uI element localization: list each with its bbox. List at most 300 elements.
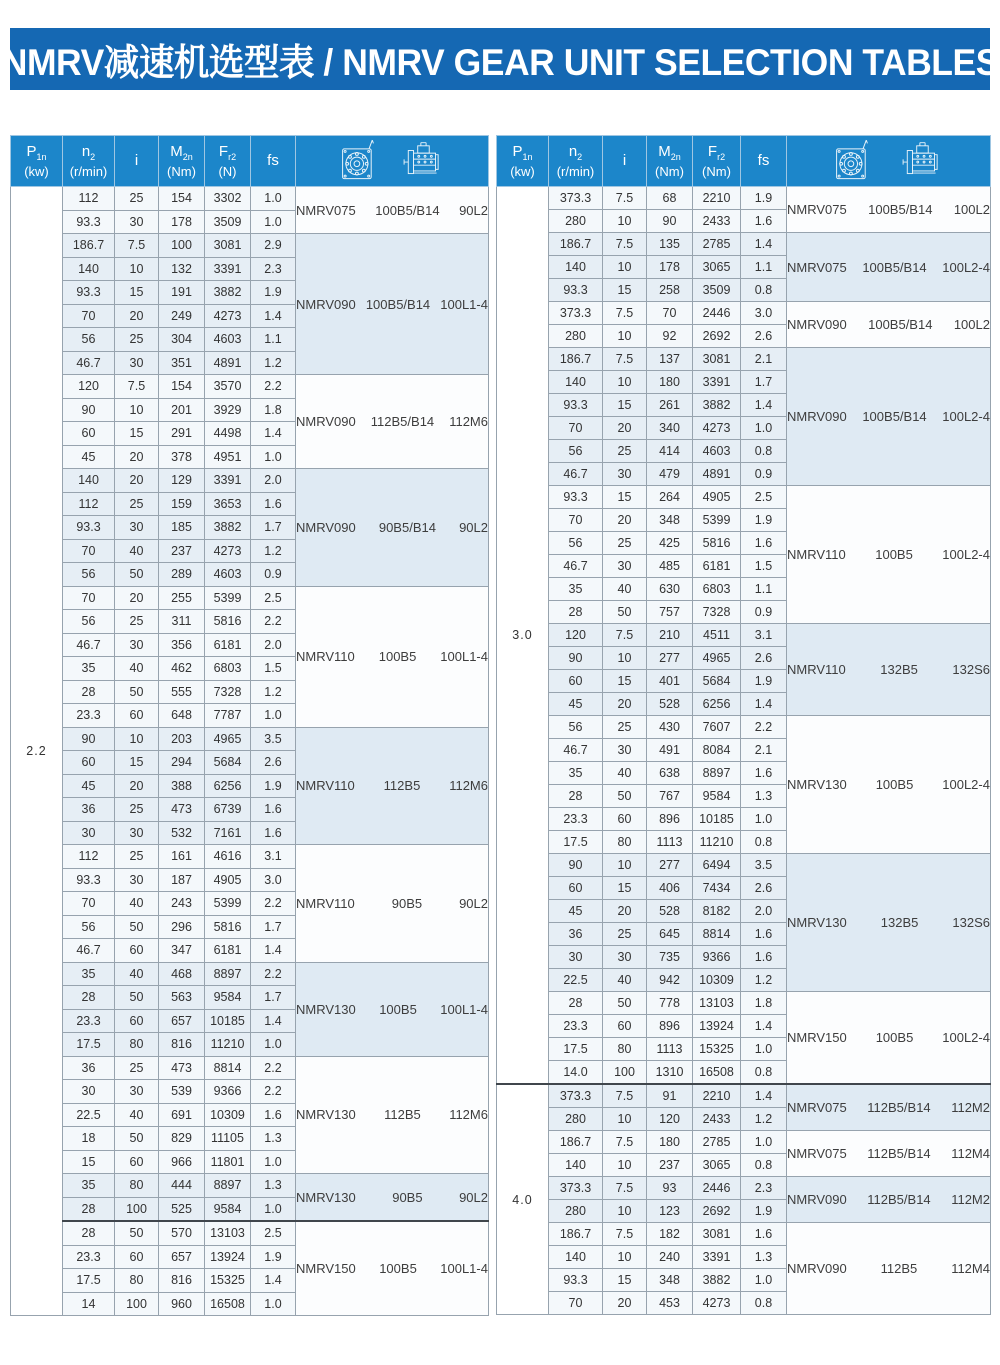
model-part: 112M4 bbox=[951, 1261, 990, 1276]
cell-fs: 1.0 bbox=[741, 1038, 787, 1061]
model-part: 100L1-4 bbox=[440, 1001, 488, 1017]
cell-fs: 2.2 bbox=[741, 716, 787, 739]
table-row bbox=[497, 716, 991, 739]
cell-m2n: 291 bbox=[159, 422, 205, 446]
cell-i: 50 bbox=[115, 915, 159, 939]
cell-n2: 280 bbox=[549, 210, 603, 233]
table-row bbox=[497, 854, 991, 877]
cell-fs: 0.8 bbox=[741, 1154, 787, 1177]
cell-i: 80 bbox=[115, 1033, 159, 1057]
cell-fs: 1.4 bbox=[251, 1009, 296, 1033]
cell-fr2: 6256 bbox=[693, 693, 741, 716]
cell-m2n: 829 bbox=[159, 1127, 205, 1151]
table-row bbox=[497, 486, 991, 509]
cell-fr2: 4891 bbox=[205, 351, 251, 375]
cell-n2: 23.3 bbox=[63, 1009, 115, 1033]
col-header-fs: fs bbox=[251, 136, 296, 187]
cell-n2: 28 bbox=[549, 992, 603, 1015]
cell-m2n: 816 bbox=[159, 1269, 205, 1293]
cell-fs: 1.9 bbox=[741, 509, 787, 532]
cell-m2n: 479 bbox=[647, 463, 693, 486]
cell-i: 7.5 bbox=[603, 348, 647, 371]
cell-fs: 1.4 bbox=[251, 939, 296, 963]
cell-n2: 70 bbox=[63, 304, 115, 328]
cell-fr2: 6256 bbox=[205, 774, 251, 798]
cell-fr2: 7328 bbox=[205, 680, 251, 704]
cell-model bbox=[296, 845, 489, 963]
model-part: NMRV110 bbox=[296, 895, 355, 911]
cell-model bbox=[787, 302, 991, 348]
cell-i: 50 bbox=[115, 563, 159, 587]
cell-fr2: 4905 bbox=[205, 868, 251, 892]
cell-i: 30 bbox=[115, 516, 159, 540]
gearbox-icon bbox=[832, 139, 872, 183]
cell-model bbox=[296, 1174, 489, 1222]
cell-n2: 140 bbox=[549, 256, 603, 279]
cell-model bbox=[787, 187, 991, 233]
cell-i: 20 bbox=[603, 509, 647, 532]
cell-i: 7.5 bbox=[603, 302, 647, 325]
cell-m2n: 648 bbox=[159, 704, 205, 728]
cell-m2n: 255 bbox=[159, 586, 205, 610]
cell-n2: 14 bbox=[63, 1292, 115, 1316]
cell-n2: 46.7 bbox=[63, 633, 115, 657]
model-part: 112M2 bbox=[951, 1192, 990, 1207]
cell-i: 50 bbox=[603, 992, 647, 1015]
cell-n2: 23.3 bbox=[63, 1245, 115, 1269]
cell-n2: 112 bbox=[63, 187, 115, 211]
cell-n2: 56 bbox=[549, 716, 603, 739]
cell-n2: 93.3 bbox=[63, 281, 115, 305]
model-part: NMRV090 bbox=[296, 296, 356, 312]
model-part: NMRV110 bbox=[787, 547, 846, 562]
model-part: NMRV075 bbox=[787, 202, 847, 217]
cell-i: 60 bbox=[603, 1015, 647, 1038]
cell-i: 10 bbox=[603, 325, 647, 348]
cell-n2: 30 bbox=[549, 946, 603, 969]
table-row bbox=[11, 727, 489, 751]
cell-m2n: 258 bbox=[647, 279, 693, 302]
cell-fs: 1.0 bbox=[741, 808, 787, 831]
cell-fs: 1.0 bbox=[251, 704, 296, 728]
cell-fr2: 2692 bbox=[693, 1200, 741, 1223]
cell-i: 7.5 bbox=[603, 187, 647, 210]
cell-i: 7.5 bbox=[603, 233, 647, 256]
cell-fs: 1.0 bbox=[251, 1292, 296, 1316]
cell-fs: 1.9 bbox=[741, 187, 787, 210]
cell-fs: 1.4 bbox=[251, 304, 296, 328]
cell-fs: 0.8 bbox=[741, 279, 787, 302]
cell-fs: 1.0 bbox=[741, 417, 787, 440]
model-part: 90B5 bbox=[391, 895, 423, 911]
cell-fs: 2.3 bbox=[741, 1177, 787, 1200]
cell-m2n: 638 bbox=[647, 762, 693, 785]
cell-i: 15 bbox=[115, 422, 159, 446]
model-part: NMRV130 bbox=[787, 915, 847, 930]
cell-n2: 17.5 bbox=[63, 1269, 115, 1293]
cell-n2: 35 bbox=[549, 762, 603, 785]
model-part: 100B5 bbox=[875, 777, 914, 792]
cell-n2: 60 bbox=[63, 422, 115, 446]
cell-fr2: 9366 bbox=[693, 946, 741, 969]
cell-fs: 1.3 bbox=[251, 1174, 296, 1198]
cell-i: 30 bbox=[115, 1080, 159, 1104]
cell-fs: 1.0 bbox=[251, 445, 296, 469]
cell-fr2: 8897 bbox=[205, 962, 251, 986]
model-part: 100B5 bbox=[875, 1030, 914, 1045]
table-row bbox=[11, 1056, 489, 1080]
model-part: 100L2-4 bbox=[942, 777, 990, 792]
table-row bbox=[497, 1177, 991, 1200]
cell-i: 60 bbox=[115, 1150, 159, 1174]
cell-m2n: 132 bbox=[159, 257, 205, 281]
cell-i: 60 bbox=[115, 939, 159, 963]
cell-m2n: 294 bbox=[159, 751, 205, 775]
model-part: 90L2 bbox=[459, 202, 488, 218]
cell-model bbox=[787, 624, 991, 716]
cell-model bbox=[296, 469, 489, 587]
cell-i: 40 bbox=[603, 762, 647, 785]
cell-fr2: 10185 bbox=[205, 1009, 251, 1033]
cell-i: 60 bbox=[115, 1009, 159, 1033]
cell-fs: 2.5 bbox=[251, 1221, 296, 1245]
cell-fs: 3.1 bbox=[251, 845, 296, 869]
cell-n2: 186.7 bbox=[63, 234, 115, 258]
model-part: NMRV090 bbox=[787, 317, 847, 332]
cell-i: 50 bbox=[115, 986, 159, 1010]
cell-model bbox=[787, 992, 991, 1085]
model-part: 100L2-4 bbox=[942, 547, 990, 562]
table-row bbox=[11, 187, 489, 211]
cell-n2: 46.7 bbox=[63, 351, 115, 375]
cell-fr2: 15325 bbox=[205, 1269, 251, 1293]
cell-fr2: 3391 bbox=[205, 257, 251, 281]
table-row bbox=[11, 1174, 489, 1198]
cell-fs: 1.6 bbox=[741, 946, 787, 969]
cell-i: 50 bbox=[115, 1127, 159, 1151]
cell-m2n: 425 bbox=[647, 532, 693, 555]
cell-i: 60 bbox=[603, 808, 647, 831]
model-part: NMRV130 bbox=[296, 1001, 356, 1017]
cell-m2n: 90 bbox=[647, 210, 693, 233]
table-row bbox=[11, 375, 489, 399]
cell-n2: 28 bbox=[63, 680, 115, 704]
cell-m2n: 237 bbox=[647, 1154, 693, 1177]
catalog-page bbox=[0, 28, 1000, 1316]
cell-n2: 93.3 bbox=[549, 279, 603, 302]
cell-m2n: 491 bbox=[647, 739, 693, 762]
cell-m2n: 120 bbox=[647, 1108, 693, 1131]
page-title: NMRV减速机选型表 / NMRV GEAR UNIT SELECTION TABLES bbox=[1, 42, 999, 83]
cell-m2n: 123 bbox=[647, 1200, 693, 1223]
cell-fs: 1.0 bbox=[251, 187, 296, 211]
cell-fs: 2.5 bbox=[741, 486, 787, 509]
cell-n2: 45 bbox=[549, 693, 603, 716]
model-part: 100B5/B14 bbox=[375, 202, 440, 218]
cell-fs: 1.6 bbox=[741, 210, 787, 233]
cell-n2: 56 bbox=[63, 328, 115, 352]
cell-n2: 186.7 bbox=[549, 1131, 603, 1154]
cell-m2n: 348 bbox=[647, 1269, 693, 1292]
cell-i: 20 bbox=[603, 1292, 647, 1315]
cell-fr2: 3929 bbox=[205, 398, 251, 422]
cell-i: 30 bbox=[603, 463, 647, 486]
cell-fs: 1.4 bbox=[741, 693, 787, 716]
motor-icon bbox=[402, 139, 446, 183]
cell-i: 15 bbox=[603, 279, 647, 302]
cell-fs: 1.6 bbox=[251, 492, 296, 516]
cell-fs: 2.2 bbox=[251, 892, 296, 916]
cell-m2n: 778 bbox=[647, 992, 693, 1015]
cell-i: 7.5 bbox=[603, 624, 647, 647]
cell-m2n: 430 bbox=[647, 716, 693, 739]
cell-model bbox=[787, 1084, 991, 1131]
cell-n2: 93.3 bbox=[63, 868, 115, 892]
col-header-n2: $n_2$ (r/min) bbox=[549, 136, 603, 187]
model-part: 132B5 bbox=[880, 915, 919, 930]
cell-n2: 36 bbox=[549, 923, 603, 946]
cell-i: 25 bbox=[603, 440, 647, 463]
cell-fs: 1.8 bbox=[251, 398, 296, 422]
cell-fs: 3.1 bbox=[741, 624, 787, 647]
cell-m2n: 767 bbox=[647, 785, 693, 808]
cell-fs: 0.8 bbox=[741, 440, 787, 463]
cell-fs: 1.0 bbox=[251, 210, 296, 234]
cell-fr2: 3509 bbox=[693, 279, 741, 302]
table-row bbox=[11, 962, 489, 986]
cell-i: 15 bbox=[115, 751, 159, 775]
cell-fs: 1.6 bbox=[251, 821, 296, 845]
cell-n2: 35 bbox=[549, 578, 603, 601]
cell-i: 100 bbox=[603, 1061, 647, 1085]
cell-m2n: 70 bbox=[647, 302, 693, 325]
cell-i: 40 bbox=[115, 1103, 159, 1127]
cell-n2: 46.7 bbox=[549, 555, 603, 578]
cell-model bbox=[296, 375, 489, 469]
cell-n2: 186.7 bbox=[549, 233, 603, 256]
cell-fr2: 7607 bbox=[693, 716, 741, 739]
cell-fr2: 5816 bbox=[693, 532, 741, 555]
cell-fs: 1.3 bbox=[251, 1127, 296, 1151]
col-header-i: i bbox=[603, 136, 647, 187]
cell-i: 25 bbox=[115, 1056, 159, 1080]
cell-n2: 23.3 bbox=[549, 1015, 603, 1038]
cell-m2n: 414 bbox=[647, 440, 693, 463]
cell-model bbox=[787, 1131, 991, 1177]
cell-fs: 2.6 bbox=[741, 647, 787, 670]
cell-fr2: 4273 bbox=[205, 304, 251, 328]
cell-n2: 46.7 bbox=[549, 463, 603, 486]
table-row bbox=[11, 586, 489, 610]
model-part: NMRV090 bbox=[787, 409, 847, 424]
cell-i: 15 bbox=[603, 877, 647, 900]
cell-n2: 23.3 bbox=[63, 704, 115, 728]
cell-n2: 280 bbox=[549, 1200, 603, 1223]
cell-fr2: 13103 bbox=[205, 1221, 251, 1245]
model-part: 112B5 bbox=[383, 778, 421, 794]
cell-fs: 2.1 bbox=[741, 348, 787, 371]
cell-n2: 90 bbox=[549, 647, 603, 670]
cell-fr2: 3653 bbox=[205, 492, 251, 516]
cell-i: 7.5 bbox=[603, 1223, 647, 1246]
cell-i: 30 bbox=[603, 555, 647, 578]
cell-n2: 120 bbox=[549, 624, 603, 647]
cell-fr2: 3882 bbox=[693, 394, 741, 417]
cell-i: 40 bbox=[603, 969, 647, 992]
cell-n2: 120 bbox=[63, 375, 115, 399]
cell-fs: 2.2 bbox=[251, 1056, 296, 1080]
cell-fr2: 6181 bbox=[693, 555, 741, 578]
cell-fr2: 3882 bbox=[205, 516, 251, 540]
cell-fr2: 8814 bbox=[693, 923, 741, 946]
cell-n2: 36 bbox=[63, 798, 115, 822]
cell-i: 20 bbox=[115, 304, 159, 328]
cell-n2: 60 bbox=[549, 877, 603, 900]
model-part: 112M4 bbox=[951, 1146, 990, 1161]
cell-fs: 1.8 bbox=[741, 992, 787, 1015]
model-part: 112B5/B14 bbox=[867, 1100, 931, 1115]
cell-m2n: 388 bbox=[159, 774, 205, 798]
cell-m2n: 68 bbox=[647, 187, 693, 210]
cell-fr2: 3509 bbox=[205, 210, 251, 234]
cell-fr2: 2785 bbox=[693, 1131, 741, 1154]
cell-fs: 1.6 bbox=[741, 532, 787, 555]
cell-m2n: 348 bbox=[647, 509, 693, 532]
model-part: 132B5 bbox=[880, 662, 918, 677]
cell-i: 10 bbox=[603, 1200, 647, 1223]
model-part: NMRV150 bbox=[296, 1261, 356, 1276]
cell-m2n: 1113 bbox=[647, 1038, 693, 1061]
cell-fs: 1.9 bbox=[741, 1200, 787, 1223]
cell-fr2: 2785 bbox=[693, 233, 741, 256]
cell-i: 60 bbox=[115, 704, 159, 728]
cell-m2n: 180 bbox=[647, 1131, 693, 1154]
cell-n2: 22.5 bbox=[63, 1103, 115, 1127]
cell-n2: 93.3 bbox=[549, 486, 603, 509]
cell-fr2: 4498 bbox=[205, 422, 251, 446]
col-header-fr2: $F_{r2}$ (N) bbox=[205, 136, 251, 187]
cell-fr2: 8897 bbox=[693, 762, 741, 785]
cell-fs: 1.6 bbox=[251, 798, 296, 822]
cell-m2n: 942 bbox=[647, 969, 693, 992]
cell-m2n: 210 bbox=[647, 624, 693, 647]
gearbox-icon bbox=[338, 139, 378, 183]
model-part: 90L2 bbox=[459, 1189, 488, 1205]
cell-fs: 2.1 bbox=[741, 739, 787, 762]
cell-m2n: 180 bbox=[647, 371, 693, 394]
cell-fs: 3.5 bbox=[741, 854, 787, 877]
model-part: 100L2-4 bbox=[942, 1030, 990, 1045]
cell-n2: 56 bbox=[63, 610, 115, 634]
tables-container bbox=[10, 135, 990, 1316]
cell-fr2: 4965 bbox=[205, 727, 251, 751]
model-part: 112M6 bbox=[449, 414, 488, 429]
cell-fr2: 5399 bbox=[693, 509, 741, 532]
cell-m2n: 264 bbox=[647, 486, 693, 509]
cell-n2: 70 bbox=[63, 539, 115, 563]
cell-i: 7.5 bbox=[603, 1177, 647, 1200]
cell-fr2: 10309 bbox=[205, 1103, 251, 1127]
cell-fs: 1.6 bbox=[251, 1103, 296, 1127]
cell-fr2: 2446 bbox=[693, 302, 741, 325]
cell-fs: 1.9 bbox=[741, 670, 787, 693]
cell-fs: 1.4 bbox=[741, 233, 787, 256]
cell-fr2: 4273 bbox=[693, 417, 741, 440]
table-row bbox=[497, 187, 991, 210]
cell-model bbox=[296, 1221, 489, 1316]
cell-i: 80 bbox=[603, 1038, 647, 1061]
cell-fr2: 3391 bbox=[693, 1246, 741, 1269]
cell-i: 10 bbox=[115, 398, 159, 422]
cell-m2n: 816 bbox=[159, 1033, 205, 1057]
col-header-model bbox=[296, 136, 489, 187]
cell-fr2: 4905 bbox=[693, 486, 741, 509]
cell-fr2: 3570 bbox=[205, 375, 251, 399]
cell-fr2: 13103 bbox=[693, 992, 741, 1015]
cell-fs: 1.4 bbox=[251, 422, 296, 446]
cell-i: 40 bbox=[115, 962, 159, 986]
cell-fr2: 11801 bbox=[205, 1150, 251, 1174]
model-part: NMRV090 bbox=[787, 1261, 847, 1276]
table-row bbox=[497, 1223, 991, 1246]
cell-fs: 1.5 bbox=[251, 657, 296, 681]
cell-fr2: 2692 bbox=[693, 325, 741, 348]
table-row bbox=[497, 1131, 991, 1154]
cell-i: 25 bbox=[115, 187, 159, 211]
cell-m2n: 249 bbox=[159, 304, 205, 328]
cell-fs: 1.1 bbox=[741, 578, 787, 601]
cell-i: 50 bbox=[603, 601, 647, 624]
cell-m2n: 528 bbox=[647, 693, 693, 716]
cell-i: 30 bbox=[115, 868, 159, 892]
cell-i: 10 bbox=[603, 1108, 647, 1131]
cell-m2n: 468 bbox=[159, 962, 205, 986]
cell-fr2: 16508 bbox=[693, 1061, 741, 1085]
cell-n2: 60 bbox=[549, 670, 603, 693]
cell-n2: 28 bbox=[549, 601, 603, 624]
cell-m2n: 896 bbox=[647, 1015, 693, 1038]
cell-n2: 112 bbox=[63, 845, 115, 869]
cell-n2: 45 bbox=[549, 900, 603, 923]
cell-n2: 30 bbox=[63, 821, 115, 845]
cell-n2: 70 bbox=[549, 417, 603, 440]
col-header-p1n: $P_{1n}$ (kw) bbox=[497, 136, 549, 187]
cell-m2n: 525 bbox=[159, 1197, 205, 1221]
cell-fs: 1.2 bbox=[741, 969, 787, 992]
cell-fs: 1.7 bbox=[251, 915, 296, 939]
cell-fr2: 3882 bbox=[205, 281, 251, 305]
cell-m2n: 154 bbox=[159, 187, 205, 211]
cell-i: 20 bbox=[603, 693, 647, 716]
cell-m2n: 340 bbox=[647, 417, 693, 440]
cell-fs: 1.1 bbox=[251, 328, 296, 352]
cell-n2: 140 bbox=[63, 257, 115, 281]
cell-i: 10 bbox=[603, 1154, 647, 1177]
model-part: NMRV110 bbox=[787, 662, 846, 677]
cell-n2: 373.3 bbox=[549, 187, 603, 210]
model-part: 100L1-4 bbox=[440, 1261, 488, 1276]
col-header-n2: $n_2$ (r/min) bbox=[63, 136, 115, 187]
cell-power: 2.2 bbox=[11, 187, 63, 1316]
cell-model bbox=[296, 586, 489, 727]
cell-fr2: 3882 bbox=[693, 1269, 741, 1292]
cell-fs: 1.6 bbox=[741, 923, 787, 946]
cell-m2n: 261 bbox=[647, 394, 693, 417]
cell-fs: 1.2 bbox=[741, 1108, 787, 1131]
table-row bbox=[497, 348, 991, 371]
cell-i: 40 bbox=[603, 578, 647, 601]
col-header-i: i bbox=[115, 136, 159, 187]
